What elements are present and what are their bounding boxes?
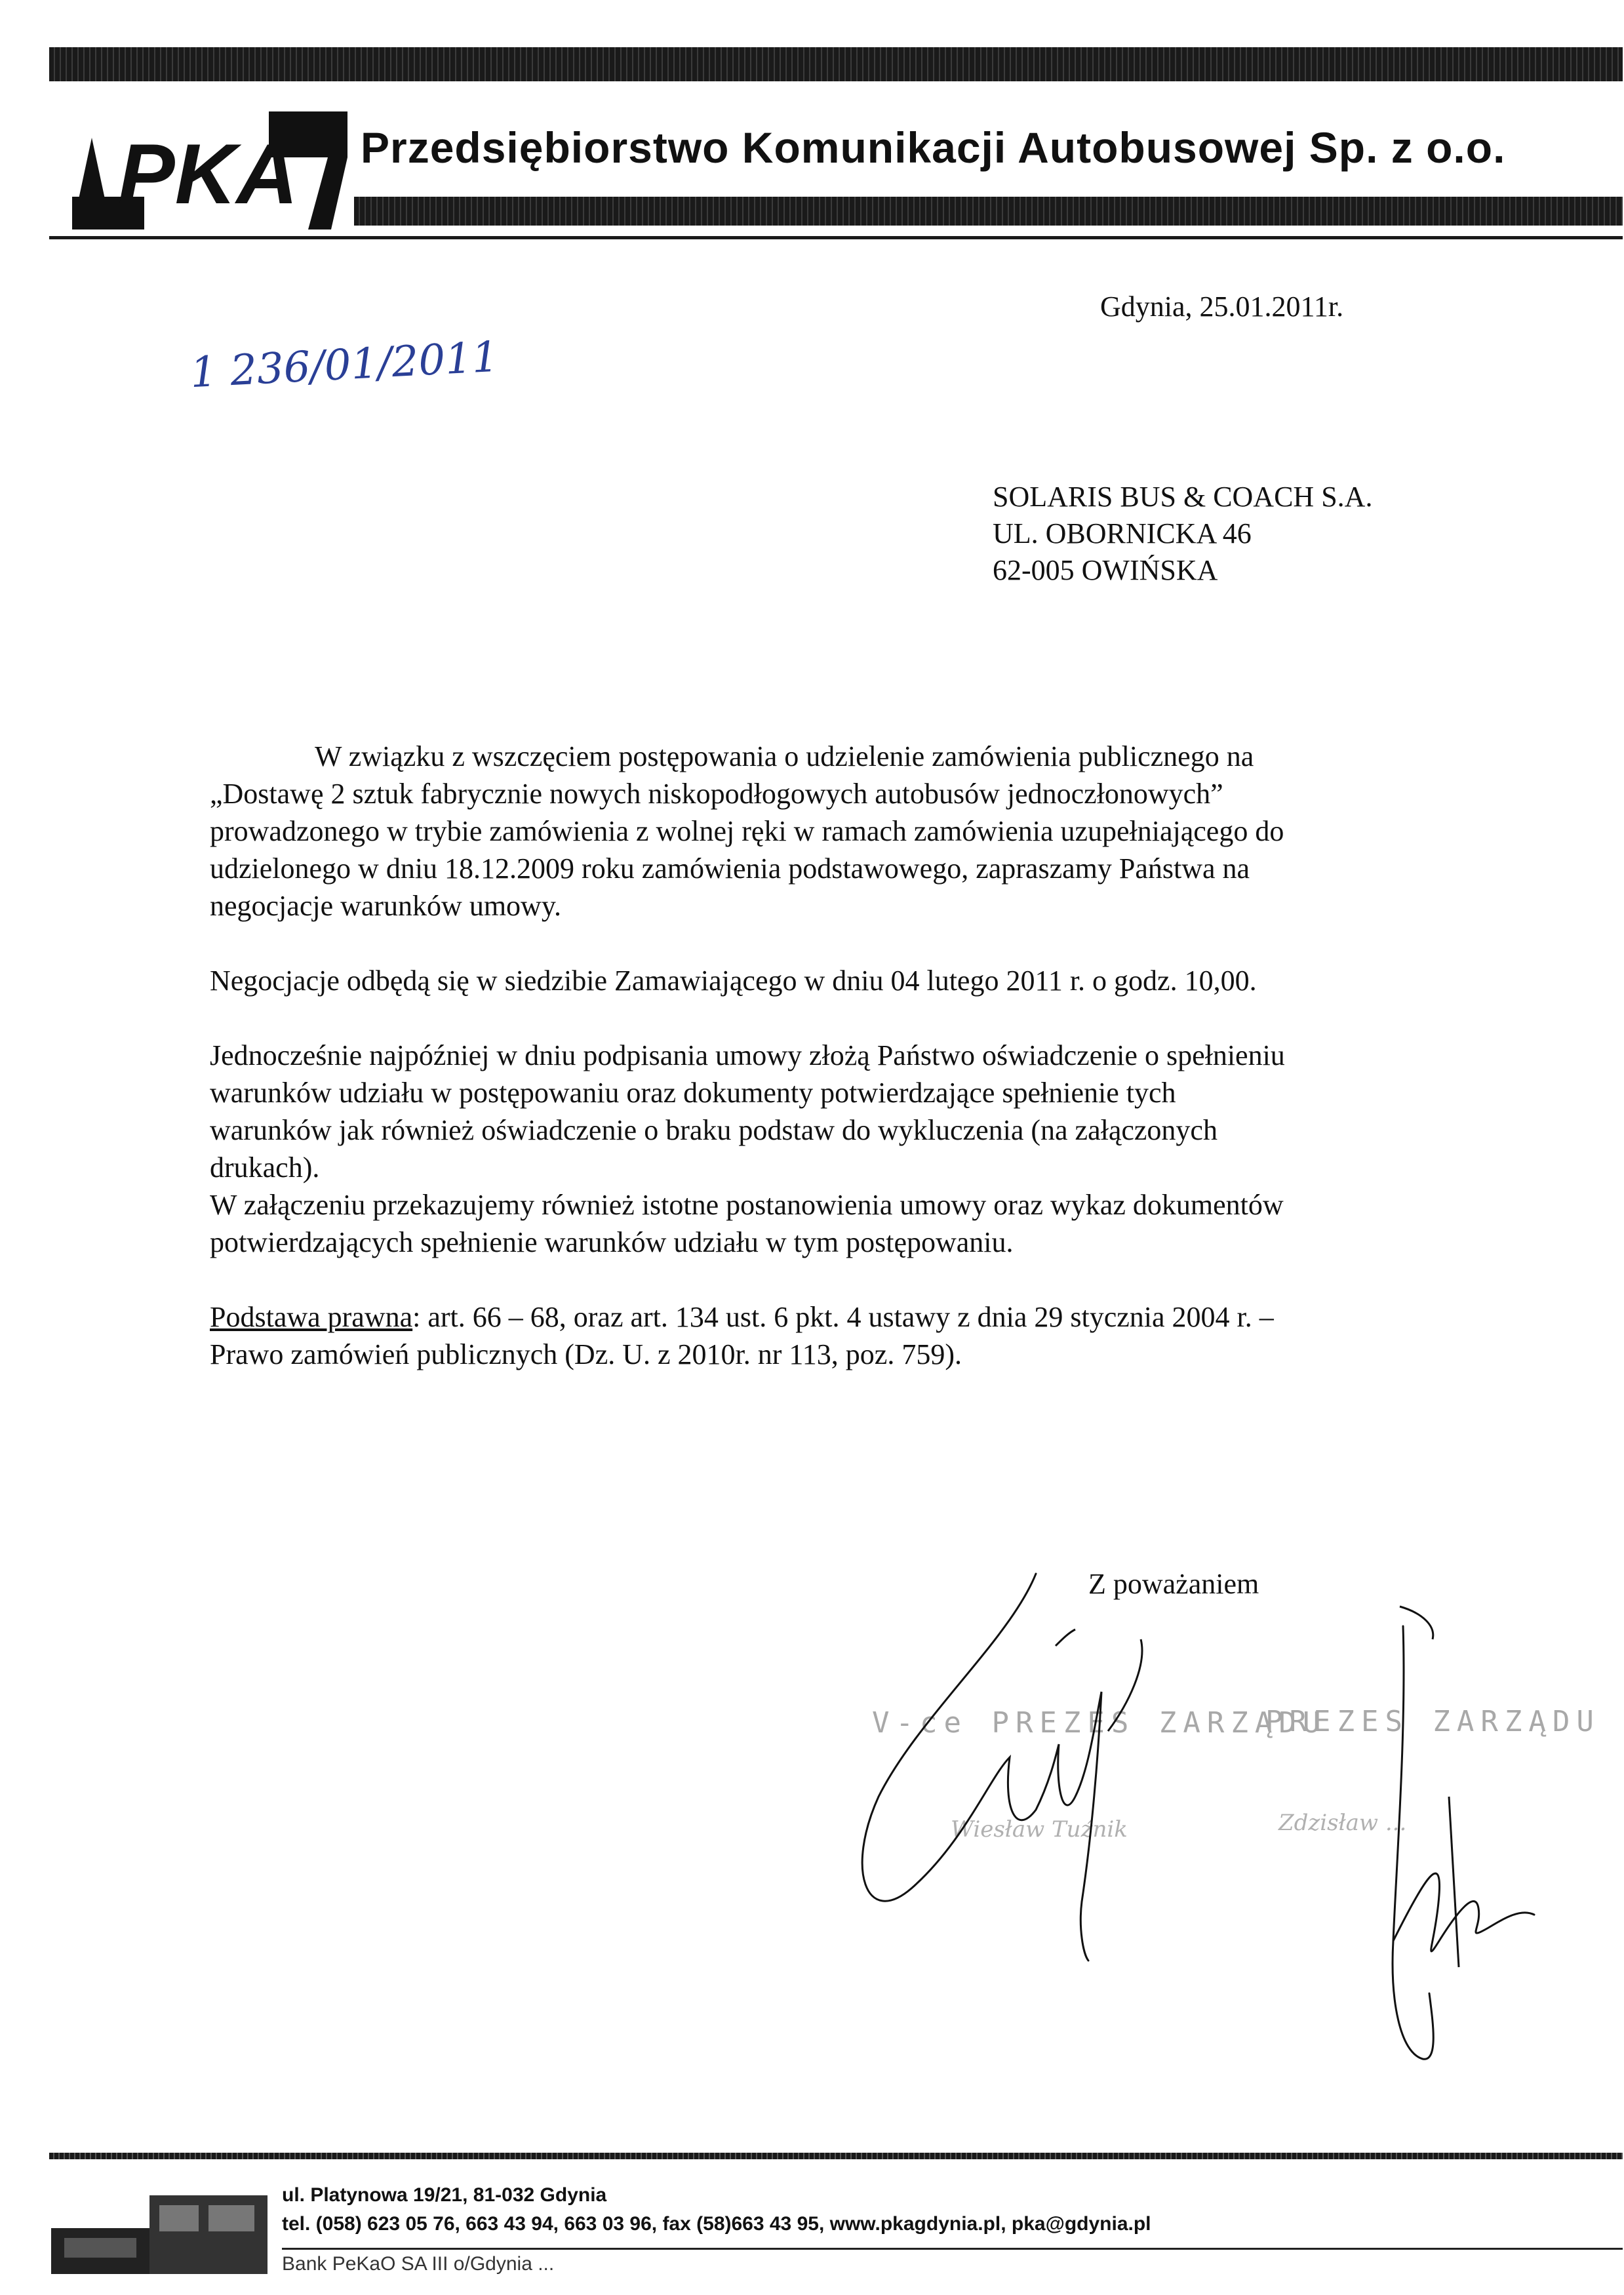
body-line: potwierdzających spełnienie warunków udziału w tym postępowaniu.: [210, 1226, 1014, 1258]
body-line: warunków udziału w postępowaniu oraz dokumenty potwierdzające spełnienie tych: [210, 1077, 1176, 1109]
stamp-president: PREZES ZARZĄDU: [1265, 1705, 1600, 1738]
stamp-vice-president: V-ce PREZES ZARZĄDU: [872, 1706, 1327, 1740]
signature-vice-president: [839, 1561, 1180, 1967]
footer-rule: [49, 2153, 1623, 2159]
body-line: Jednocześnie najpóźniej w dniu podpisania umowy złożą Państwo oświadczenie o spełnieniu: [210, 1039, 1285, 1071]
pka-logo: [72, 98, 347, 236]
footer-bank-strip: [282, 2253, 1623, 2295]
letterhead-rule: [49, 236, 1623, 239]
footer-rule-lower: [282, 2248, 1623, 2250]
legal-basis-label: Podstawa prawna: [210, 1301, 413, 1333]
recipient-line-2: UL. OBORNICKA 46: [993, 517, 1252, 549]
body-line: warunków jak również oświadczenie o braku podstaw do wykluczenia (na załączonych: [210, 1114, 1218, 1146]
recipient-line-3: 62-005 OWIŃSKA: [993, 554, 1218, 586]
letterhead-lower-bar: [354, 197, 1623, 226]
company-name: Przedsiębiorstwo Komunikacji Autobusowej Sp. z o.o.: [361, 123, 1506, 172]
footer-address: ul. Platynowa 19/21, 81-032 Gdynia: [282, 2184, 607, 2206]
body-line: W związku z wszczęciem postępowania o udzielenie zamówienia publicznego na: [315, 740, 1254, 772]
body-line: Prawo zamówień publicznych (Dz. U. z 2010r. nr 113, poz. 759).: [210, 1338, 962, 1370]
body-line: negocjacje warunków umowy.: [210, 890, 561, 922]
letterhead-top-bar: [49, 47, 1623, 81]
body-line: W załączeniu przekazujemy również istotne postanowienia umowy oraz wykaz dokumentów: [210, 1189, 1284, 1221]
signature-president: [1324, 1600, 1547, 2072]
body-line: Negocjacje odbędą się w siedzibie Zamawiającego w dniu 04 lutego 2011 r. o godz. 10,00.: [210, 965, 1257, 997]
body-line: udzielonego w dniu 18.12.2009 roku zamówienia podstawowego, zapraszamy Państwa na: [210, 852, 1250, 885]
body-line: „Dostawę 2 sztuk fabrycznie nowych niskopodłogowych autobusów jednoczłonowych”: [210, 778, 1223, 810]
letter-body: [210, 738, 1442, 1373]
body-line: drukach).: [210, 1151, 320, 1184]
stamp-vice-president-name: Wiesław Tuźnik: [951, 1816, 1128, 1843]
legal-basis-text: : art. 66 – 68, oraz art. 134 ust. 6 pkt. 4 ustawy z dnia 29 stycznia 2004 r. –: [412, 1301, 1274, 1333]
footer-bank-details: Bank PeKaO SA III o/Gdynia ...: [282, 2253, 555, 2275]
body-line: prowadzonego w trybie zamówienia z wolnej ręki w ramach zamówienia uzupełniającego do: [210, 815, 1284, 847]
letter-date: Gdynia, 25.01.2011r.: [1100, 290, 1344, 323]
stamp-president-name: Zdzisław ...: [1278, 1810, 1407, 1836]
recipient-line-1: SOLARIS BUS & COACH S.A.: [993, 481, 1373, 513]
logo-text: PKA: [118, 126, 298, 222]
closing-salutation: Z poważaniem: [1088, 1568, 1259, 1600]
bus-icon: [51, 2176, 267, 2274]
legal-basis-line: [210, 1298, 1442, 1336]
handwritten-registration-number: 1 236/01/2011: [189, 332, 500, 398]
footer-contact: tel. (058) 623 05 76, 663 43 94, 663 03 96, fax (58)663 43 95, www.pkagdynia.pl, pka@gdynia.pl: [282, 2213, 1151, 2235]
